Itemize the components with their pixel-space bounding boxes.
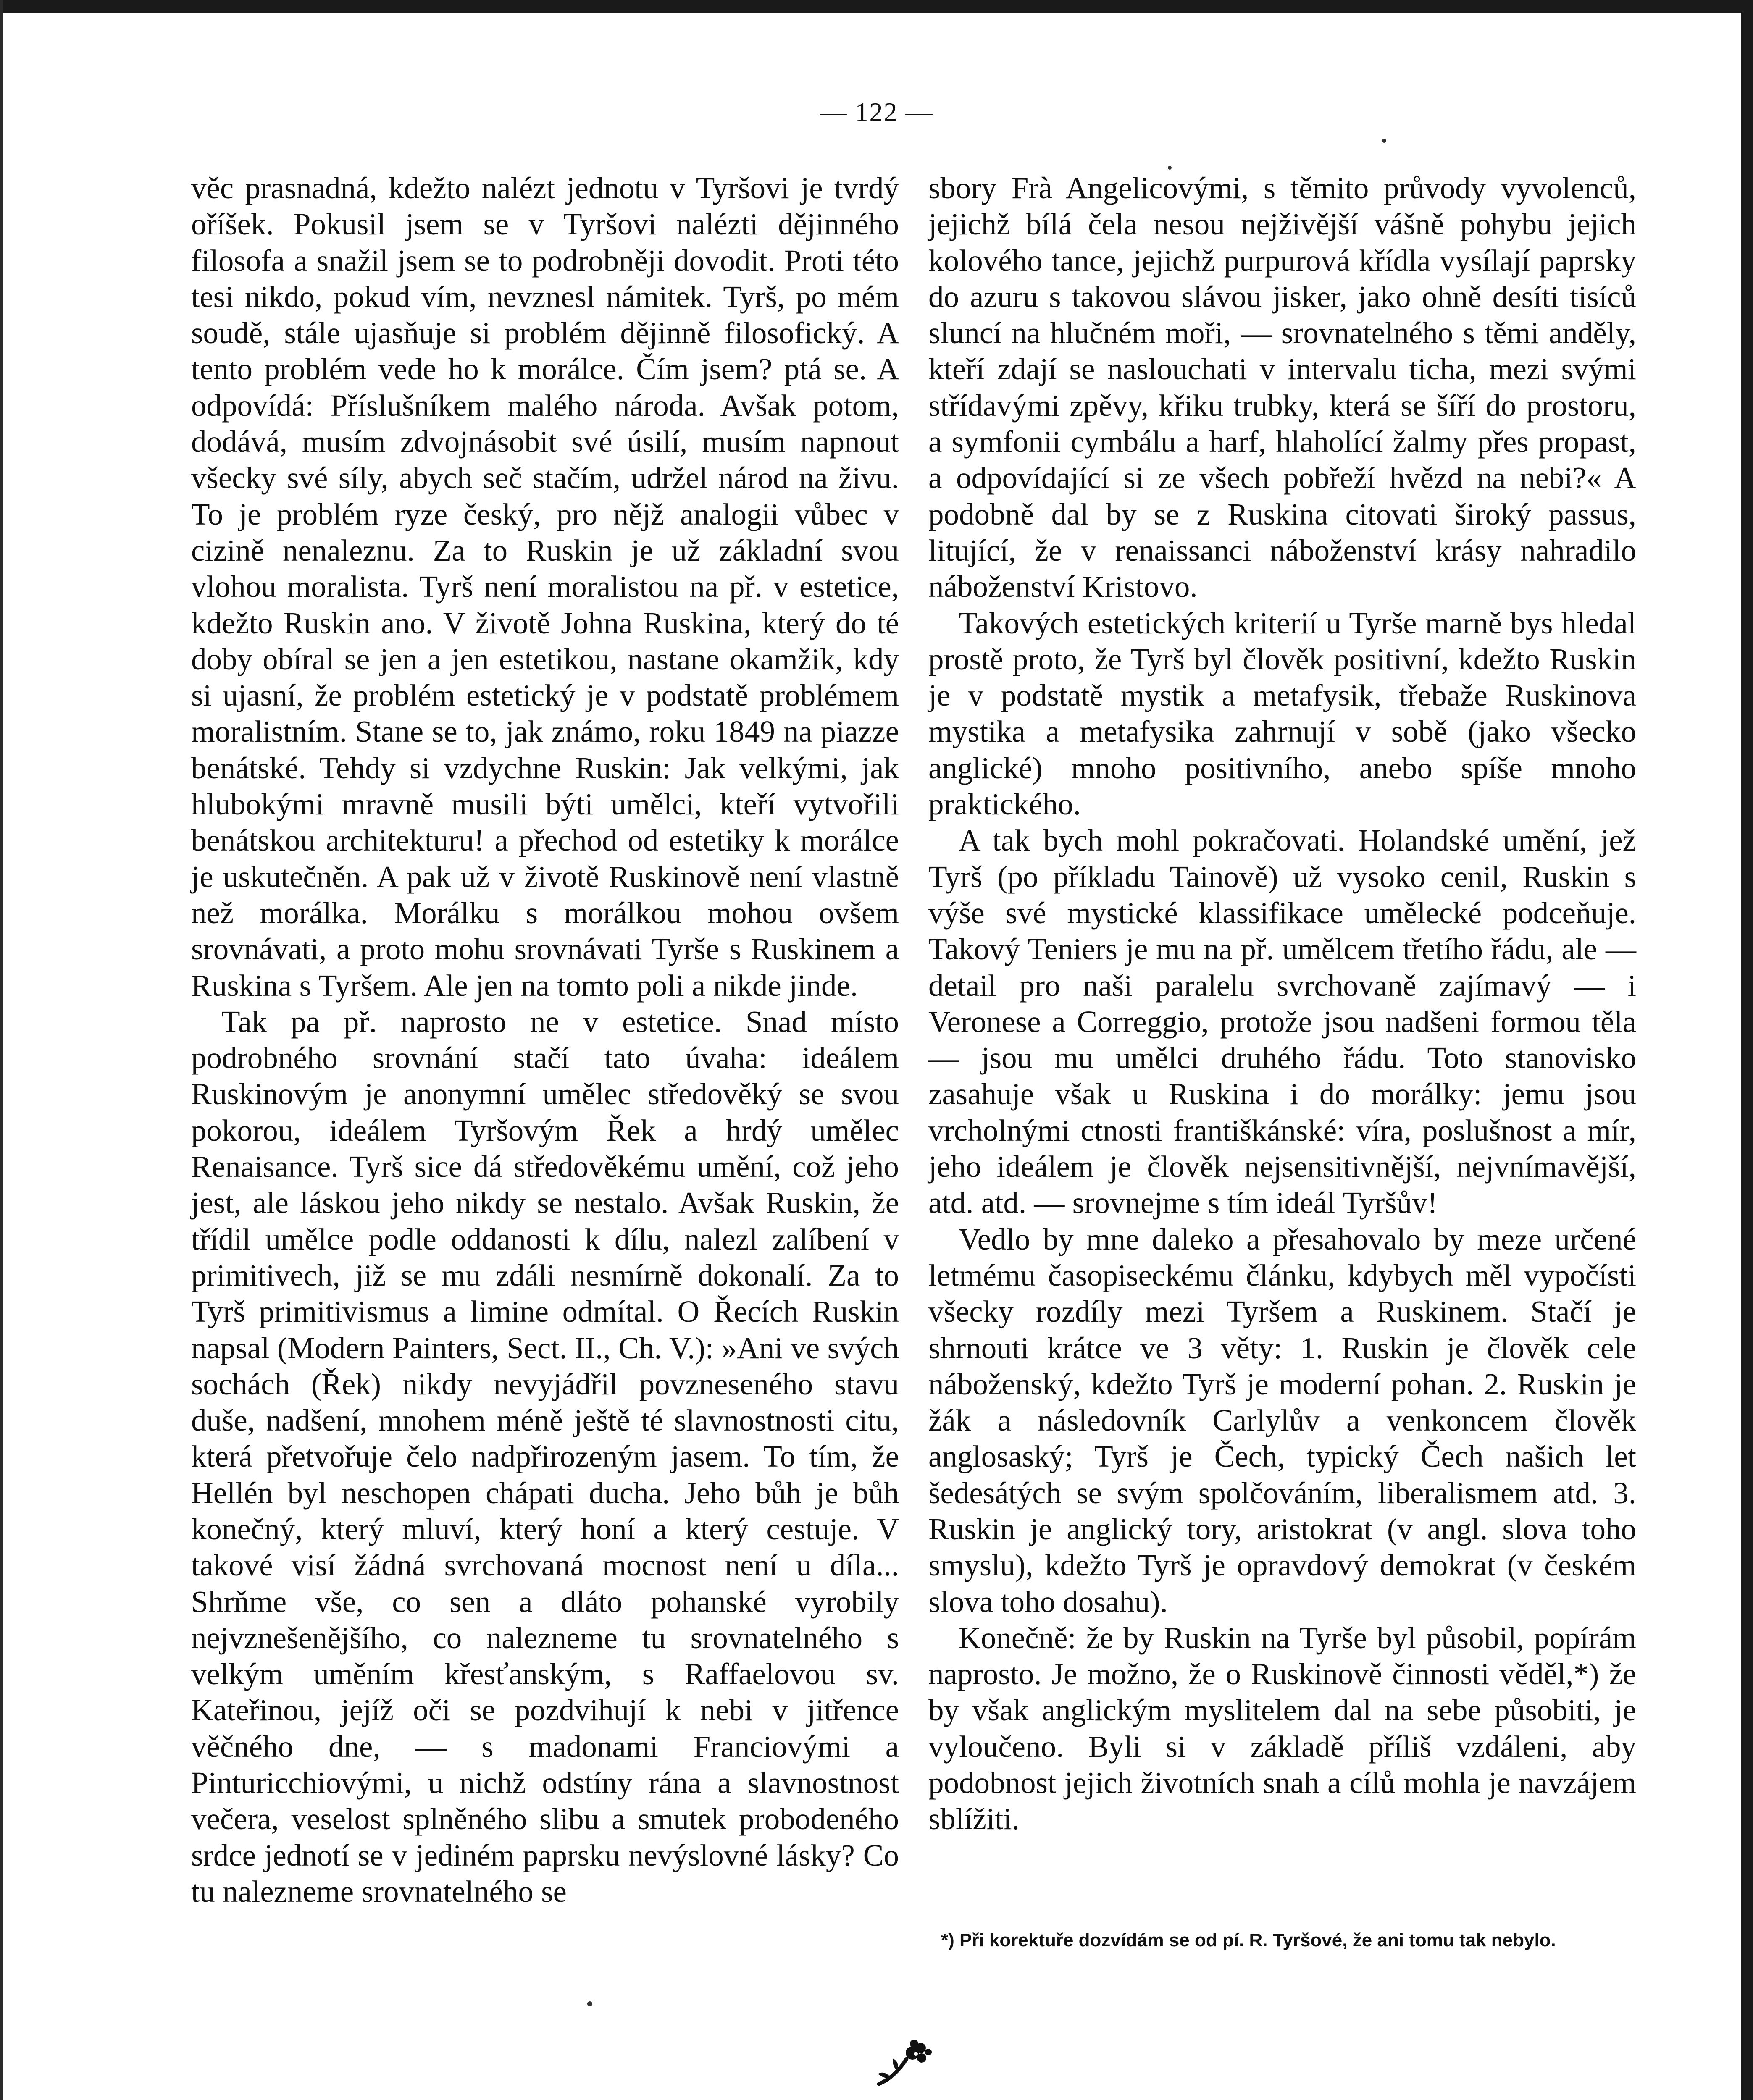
scan-edge-right: [1741, 0, 1753, 2100]
paragraph: Tak pa př. naprosto ne v estetice. Snad místo podrobného srovnání stačí tato úvaha: ideálem Ruskinovým je anonymní umělec středověký se svou pokorou, ideálem Tyršovým Řek a hrdý umělec Renaisance. Tyrš sice dá středověkému umění, což jeho jest, ale láskou jeho nikdy se nestalo. Avšak Ruskin, že třídil umělce podle oddanosti k dílu, nalezl zalíbení v primitivech, již se mu zdáli nesmírně dokonalí. Za to Tyrš primitivismus a limine odmítal. O Řecích Ruskin napsal (Modern Painters, Sect. II., Ch. V.): »Ani ve svých sochách (Řek) nikdy nevyjádřil povzneseného stavu duše, nadšení, mnohem méně ještě té slavnostnosti citu, která přetvořuje čelo nadpřirozeným jasem. To tím, že Hellén byl neschopen chápati ducha. Jeho bůh je bůh konečný, který mluví, který honí a který cestuje. V takové visí žádná svrchovaná mocnost není u díla... Shrňme vše, co sen a dláto pohanské vyrobily nejvznešenějšího, co nalezneme tu srovnatelného s velkým uměním křesťanským, s Raffaelovou sv. Kateřinou, jejíž oči se pozdvihují k nebi v jitřence věčného dne, — s madonami Franciovými a Pinturicchiovými, u nichž odstíny rána a slavnostnost večera, veselost splněného slibu a smutek probodeného srdce jednotí se v jediném paprsku nevýslovné lásky? Co tu nalezneme srovnatelného se: [191, 1004, 899, 1908]
footnote: *) Při korektuře dozvídám se od pí. R. Tyršové, že ani tomu tak nebylo.: [941, 1930, 1556, 1950]
paragraph: věc prasnadná, kdežto nalézt jednotu v Tyršovi je tvrdý oříšek. Pokusil jsem se v Tyršovi nalézti dějinného filosofa a snažil jsem se to podrobněji dovodit. Proti této tesi nikdo, pokud vím, nevznesl námitek. Tyrš, po mém soudě, stále ujasňuje si problém dějinně filosofický. A tento problém vede ho k morálce. Čím jsem? ptá se. A odpovídá: Příslušníkem malého národa. Avšak potom, dodává, musím zdvojnásobit své úsilí, musím napnout všecky své síly, abych seč stačím, udržel národ na živu. To je problém ryze český, pro nějž analogii vůbec v cizině nenaleznu. Za to Ruskin je už základní svou vlohou moralista. Tyrš není moralistou na př. v estetice, kdežto Ruskin ano. V životě Johna Ruskina, který do té doby obíral se jen a jen estetikou, nastane okamžik, kdy si ujasní, že problém estetický je v podstatě problémem moralistním. Stane se to, jak známo, roku 1849 na piazze benátské. Tehdy si vzdychne Ruskin: Jak velkými, jak hlubokými mravně musili býti umělci, kteří vytvořili benátskou architekturu! a přechod od estetiky k morálce je uskutečněn. A pak už v životě Ruskinově není vlastně než morálka. Morálku s morálkou mohou ovšem srovnávati, a proto mohu srovnávati Tyrše s Ruskinem a Ruskina s Tyršem. Ale jen na tomto poli a nikde jinde.: [191, 171, 899, 1003]
paragraph: Vedlo by mne daleko a přesahovalo by meze určené letmému časopiseckému článku, kdybych měl vypočísti všecky rozdíly mezi Tyršem a Ruskinem. Stačí je shrnouti krátce ve 3 věty: 1. Ruskin je člověk cele náboženský, kdežto Tyrš je moderní pohan. 2. Ruskin je žák a následovník Carlylův a venkoncem člověk anglosaský; Tyrš je Čech, typický Čech našich let šedesátých se svým spolčováním, liberalismem atd. 3. Ruskin je anglický tory, aristokrat (v angl. slova toho smyslu), kdežto Tyrš je opravdový demokrat (v českém slova toho dosahu).: [928, 1222, 1636, 1619]
floral-vignette-icon: [874, 2037, 937, 2092]
paragraph: Konečně: že by Ruskin na Tyrše byl působil, popírám naprosto. Je možno, že o Ruskinově činnosti věděl,*) že by však anglickým myslitelem dal na sebe působiti, je vyloučeno. Byli si v základě příliš vzdáleni, aby podobnost jejich životních snah a cílů mohla je navzájem sblížiti.: [928, 1620, 1636, 1836]
scan-speck: [1168, 166, 1172, 170]
scan-speck: [1382, 139, 1386, 143]
paragraph: A tak bych mohl pokračovati. Holandské umění, jež Tyrš (po příkladu Tainově) už vysoko cenil, Ruskin s výše své mystické klassifikace umělecké podceňuje. Takový Teniers je mu na př. umělcem třetího řádu, ale — detail pro naši paralelu svrchovaně zajímavý — i Veronese a Correggio, protože jsou nadšeni formou těla — jsou mu umělci druhého řádu. Toto stanovisko zasahuje však u Ruskina i do morálky: jemu jsou vrcholnými ctnosti františkánské: víra, poslušnost a mír, jeho ideálem je člověk nejsensitivnější, nejvnímavější, atd. atd. — srovnejme s tím ideál Tyršův!: [928, 823, 1636, 1220]
left-column: [191, 170, 899, 1910]
scan-edge-top: [0, 0, 1753, 13]
paragraph: sbory Frà Angelicovými, s těmito průvody vyvolenců, jejichž bílá čela nesou nejživější vášně pohybu jejich kolového tance, jejichž purpurová křídla vysílají paprsky do azuru s takovou slávou jisker, jako ohně desíti tisíců sluncí na hlučném moři, — srovnatelného s těmi anděly, kteří zdají se naslouchati v intervalu ticha, mezi svými střídavými zpěvy, křiku trubky, která se šíří do prostoru, a symfonii cymbálu a harf, hlaholící žalmy přes propast, a odpovídající si ze všech pobřeží hvězd na nebi?« A podobně dal by se z Ruskina citovati široký passus, litující, že v renaissanci náboženství krásy nahradilo náboženství Kristovo.: [928, 171, 1636, 604]
right-column: [928, 170, 1636, 1838]
page-number: — 122 —: [820, 97, 933, 127]
scan-edge-left: [0, 0, 3, 2100]
paragraph: Takových estetických kriterií u Tyrše marně bys hledal prostě proto, že Tyrš byl člověk positivní, kdežto Ruskin je v podstatě mystik a metafysik, třebaže Ruskinova mystika a metafysika zahrnují v sobě (jako všecko anglické) mnoho positivního, anebo spíše mnoho praktického.: [928, 606, 1636, 822]
scan-speck: [587, 2001, 592, 2006]
